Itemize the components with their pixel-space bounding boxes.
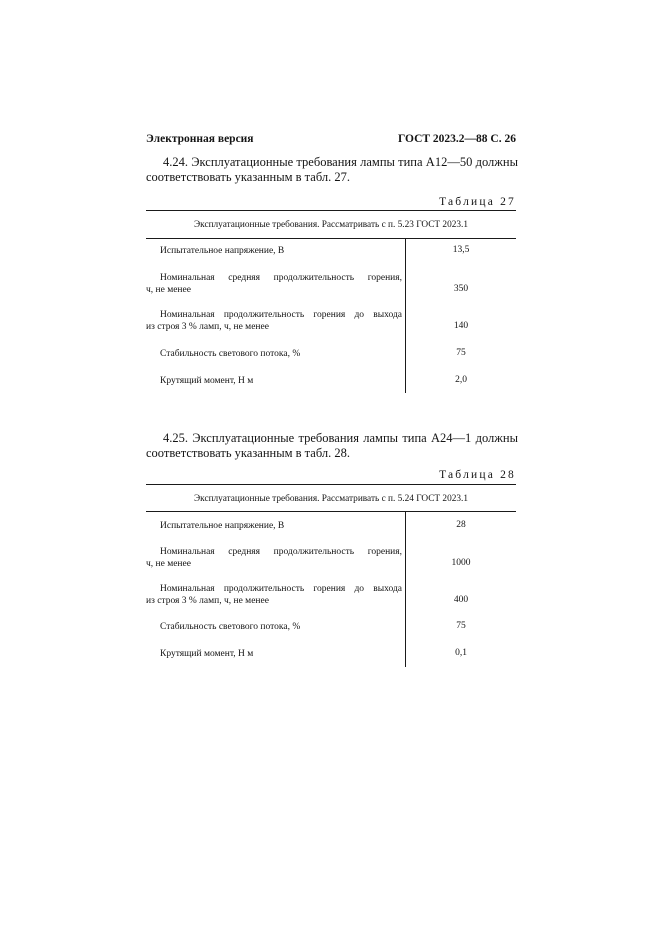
- clause-text-line: соответствовать указанным в табл. 28.: [146, 446, 350, 460]
- row-label-line: Номинальная продолжительность горения до выхода: [160, 310, 402, 320]
- row-value: 400: [453, 595, 469, 605]
- table-border: [146, 238, 516, 239]
- row-label-line: из строя 3 % ламп, ч, не менее: [146, 596, 269, 606]
- clause-text-line: соответствовать указанным в табл. 27.: [146, 170, 350, 184]
- row-value: 75: [456, 621, 466, 631]
- clause-4-24: [146, 155, 518, 185]
- row-label: Крутящий момент, Н м: [160, 649, 254, 659]
- electronic-version-label: Электронная версия: [146, 133, 254, 145]
- row-label-line: Номинальная продолжительность горения до выхода: [160, 584, 402, 594]
- row-label: Испытательное напряжение, В: [160, 521, 285, 531]
- clause-text-line: 4.25. Эксплуатационные требования лампы типа А24—1 должны: [163, 431, 518, 445]
- row-value: 140: [453, 321, 469, 331]
- row-label: [146, 583, 402, 607]
- row-value: 0,1: [455, 648, 467, 658]
- row-label-line: Номинальная средняя продолжительность горения,: [160, 273, 402, 283]
- row-label: Крутящий момент, Н м: [160, 376, 254, 386]
- row-label: [146, 272, 402, 296]
- row-label-line: Номинальная средняя продолжительность горения,: [160, 547, 402, 557]
- table-border: [146, 210, 516, 211]
- table-border: [146, 511, 516, 512]
- row-value: 2,0: [455, 375, 467, 385]
- table-header: Эксплуатационные требования. Рассматривать с п. 5.23 ГОСТ 2023.1: [194, 220, 468, 230]
- column-divider: [405, 511, 406, 667]
- table-27-caption: Таблица 27: [439, 196, 516, 208]
- row-value: 75: [456, 348, 466, 358]
- row-value: 350: [453, 284, 469, 294]
- row-label: Стабильность светового потока, %: [160, 622, 301, 632]
- clause-text-line: 4.24. Эксплуатационные требования лампы типа А12—50 должны: [163, 155, 518, 169]
- page-header: [146, 133, 516, 149]
- row-label: [146, 309, 402, 333]
- row-label-line: из строя 3 % ламп, ч, не менее: [146, 322, 269, 332]
- row-value: 13,5: [452, 245, 470, 255]
- standard-page-ref: ГОСТ 2023.2—88 С. 26: [397, 133, 516, 145]
- row-label: [146, 546, 402, 570]
- table-border: [146, 484, 516, 485]
- row-value: 1000: [451, 558, 471, 568]
- row-label-line: ч, не менее: [146, 559, 191, 569]
- clause-4-25: [146, 431, 518, 461]
- column-divider: [405, 238, 406, 393]
- table-28-caption: Таблица 28: [439, 469, 516, 481]
- row-label-line: ч, не менее: [146, 285, 191, 295]
- row-value: 28: [456, 520, 466, 530]
- row-label: Стабильность светового потока, %: [160, 349, 301, 359]
- table-header: Эксплуатационные требования. Рассматривать с п. 5.24 ГОСТ 2023.1: [194, 494, 468, 504]
- row-label: Испытательное напряжение, В: [160, 246, 285, 256]
